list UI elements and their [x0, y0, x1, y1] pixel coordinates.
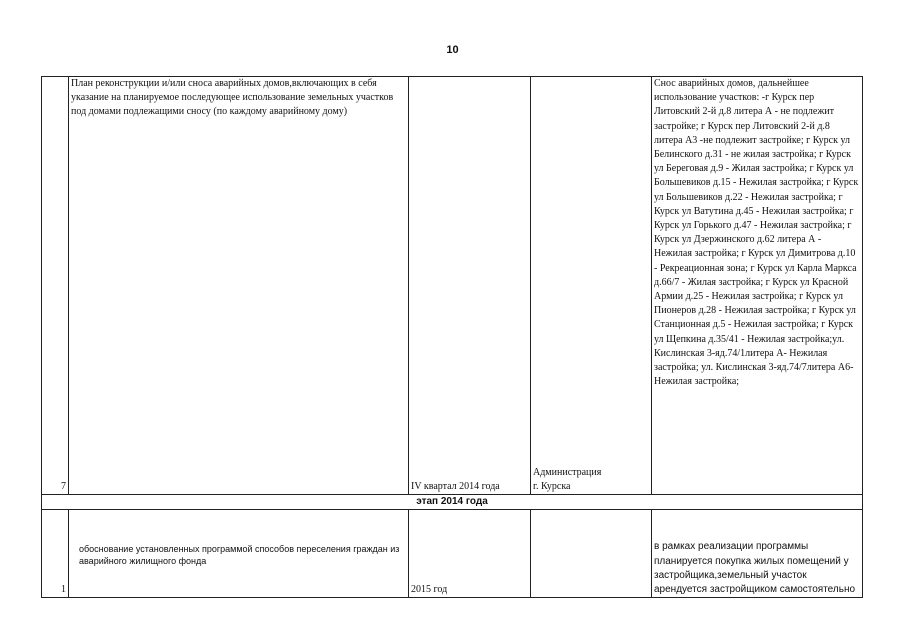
- row-deadline: IV квартал 2014 года: [409, 77, 531, 495]
- row-responsible: [531, 510, 652, 598]
- stage-row: [42, 495, 863, 510]
- plan-table: [41, 76, 863, 598]
- table-row: [42, 510, 863, 598]
- row-description-cell: [69, 510, 409, 598]
- row-result: в рамках реализации программы планируется покупка жилых помещений у застройщика,земельный участок арендуется застройщиком самостоятельно: [652, 510, 863, 598]
- page-number: 10: [446, 44, 459, 56]
- row-number: 1: [42, 510, 69, 598]
- stage-header: этап 2014 года: [42, 495, 863, 510]
- responsible-line: г. Курска: [533, 480, 571, 492]
- row-description: План реконструкции и/или сноса аварийных домов,включающих в себя указание на планируемое последующее использование земельных участков под домами подлежащими сносу (по каждому аварийному дому): [69, 77, 409, 495]
- table-row: [42, 77, 863, 495]
- responsible-line: Администрация: [533, 466, 602, 478]
- row-deadline: 2015 год: [409, 510, 531, 598]
- row-number: 7: [42, 77, 69, 495]
- row-description: обоснование установленных программой способов переселения граждан из аварийного жилищного фонда: [79, 543, 400, 566]
- row-responsible: [531, 77, 652, 495]
- row-result: Снос аварийных домов, дальнейшее использование участков: -г Курск пер Литовский 2-й д.8 литера А - не подлежит застройке; г Курск пер Литовский 2-й д.8 литера А3 -не подлежит застройке; г Курск ул Белинского д.31 - не жилая застройка; г Курск ул Береговая д.9 - Жилая застройка; г Курск ул Большевиков д.15 - Нежилая застройка; г Курск ул Большевиков д.22 - Нежилая застройка; г Курск ул Ватутина д.45 - Нежилая застройка; г Курск ул Горького д.47 - Нежилая застройка; г Курск ул Дзержинского д.62 литера А - Нежилая застройка; г Курск ул Димитрова д.10 - Рекреационная зона; г Курск ул Карла Маркса д.66/7 - Жилая застройка; г Курск ул Красной Армии д.25 - Нежилая застройка; г Курск ул Пионеров д.28 - Нежилая застройка; г Курск ул Станционная д.5 - Нежилая застройка; г Курск ул Щепкина д.35/41 - Нежилая застройка;ул. Кислинская 3-яд.74/1литера А- Нежилая застройка; ул. Кислинская 3-яд.74/7литера А6- Нежилая застройка;: [652, 77, 863, 495]
